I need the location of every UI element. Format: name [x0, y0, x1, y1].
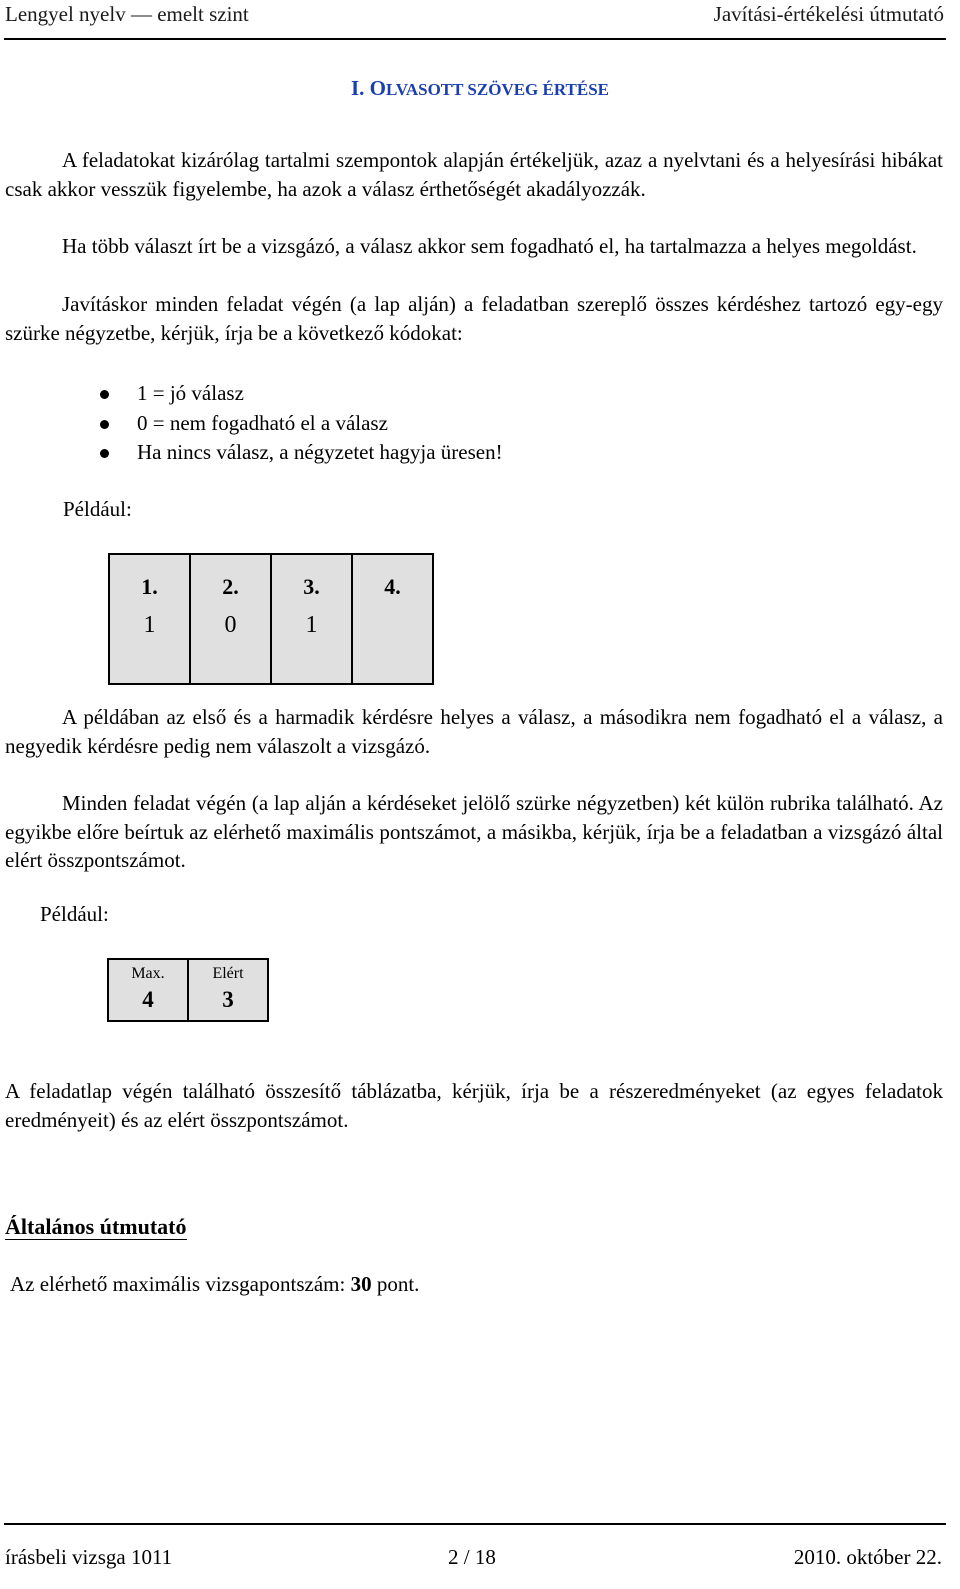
code-list-item: Ha nincs válasz, a négyzetet hagyja üresen!: [100, 438, 503, 468]
question-number: 1.: [109, 554, 190, 602]
title-part-2: SZÖVEG: [467, 80, 543, 99]
question-number: 4.: [352, 554, 433, 602]
intro-paragraph-2: [5, 232, 943, 261]
footer-date: 2010. október 22.: [793, 1545, 942, 1569]
achieved-score-label: Elért: [212, 965, 244, 982]
example-explanation: [5, 703, 943, 760]
max-points-line: [10, 1272, 419, 1297]
intro-text-3: Javításkor minden feladat végén (a lap alján) a feladatban szereplő összes kérdéshez tartozó egy-egy szürke négyzetbe, kérjük, írja be a következő kódokat:: [5, 292, 943, 345]
example-answer-grid: [108, 553, 434, 685]
rubric-paragraph: [5, 789, 943, 875]
intro-paragraph-3: [5, 290, 943, 347]
running-header-left: Lengyel nyelv — emelt szint: [5, 2, 249, 26]
title-part-3: ÉRTÉSE: [542, 80, 610, 99]
max-points-text: Az elérhető maximális vizsgapontszám:: [10, 1272, 351, 1296]
rubric-text: Minden feladat végén (a lap alján a kérdéseket jelölő szürke négyzetben) két külön rubrika található. Az egyikbe előre beírtuk az elérhető maximális pontszámot, a másikba, kérjük, írja be a feladatban a vizsgázó által elért összpontszámot.: [5, 791, 943, 872]
summary-paragraph: [5, 1077, 943, 1134]
title-prefix: I. O: [350, 76, 386, 100]
question-number: 3.: [271, 554, 352, 602]
intro-text-1: A feladatokat kizárólag tartalmi szempontok alapján értékeljük, azaz a nyelvtani és a helyesírási hibákat csak akkor vesszük figyelembe, ha azok a válasz érthetőségét akadályozzák.: [5, 148, 943, 201]
max-score-label: Max.: [131, 965, 165, 982]
section-title: [0, 76, 960, 101]
example-explanation-text: A példában az első és a harmadik kérdésre helyes a válasz, a másodikra nem fogadható el a válasz, a negyedik kérdésre pedig nem válaszolt a vizsgázó.: [5, 705, 943, 758]
answer-code: [352, 602, 433, 684]
general-heading: [5, 1214, 187, 1240]
title-part-1: LVASOTT: [385, 80, 468, 99]
general-heading-text: Általános útmutató: [5, 1214, 187, 1239]
intro-paragraph-1: [5, 146, 943, 203]
max-score-value: 4: [142, 987, 154, 1012]
max-score-cell: [108, 959, 188, 1021]
code-list-item: 0 = nem fogadható el a válasz: [100, 409, 503, 439]
running-header-right: Javítási-értékelési útmutató: [713, 2, 944, 26]
achieved-score-value: 3: [222, 987, 234, 1012]
example-label-2: Például:: [40, 902, 109, 926]
summary-text: A feladatlap végén található összesítő táblázatba, kérjük, írja be a részeredményeket (az egyes feladatok eredményeit) és az elért összpontszámot.: [5, 1079, 943, 1132]
max-points-unit: pont.: [371, 1272, 420, 1296]
intro-text-2: Ha több választ írt be a vizsgázó, a válasz akkor sem fogadható el, ha tartalmazza a helyes megoldást.: [62, 234, 917, 258]
footer-rule: [4, 1523, 946, 1525]
answer-code: 1: [271, 602, 352, 684]
question-number: 2.: [190, 554, 271, 602]
answer-code: 0: [190, 602, 271, 684]
code-list-item: 1 = jó válasz: [100, 379, 503, 409]
max-points-value: 30: [350, 1272, 372, 1296]
code-list: [100, 379, 503, 468]
score-grid: [107, 958, 269, 1022]
example-label: Például:: [63, 497, 132, 521]
header-rule: [4, 38, 946, 40]
page-number: 2 / 18: [448, 1545, 496, 1569]
answer-code: 1: [109, 602, 190, 684]
footer-left: írásbeli vizsga 1011: [5, 1545, 173, 1569]
achieved-score-cell: [188, 959, 268, 1021]
